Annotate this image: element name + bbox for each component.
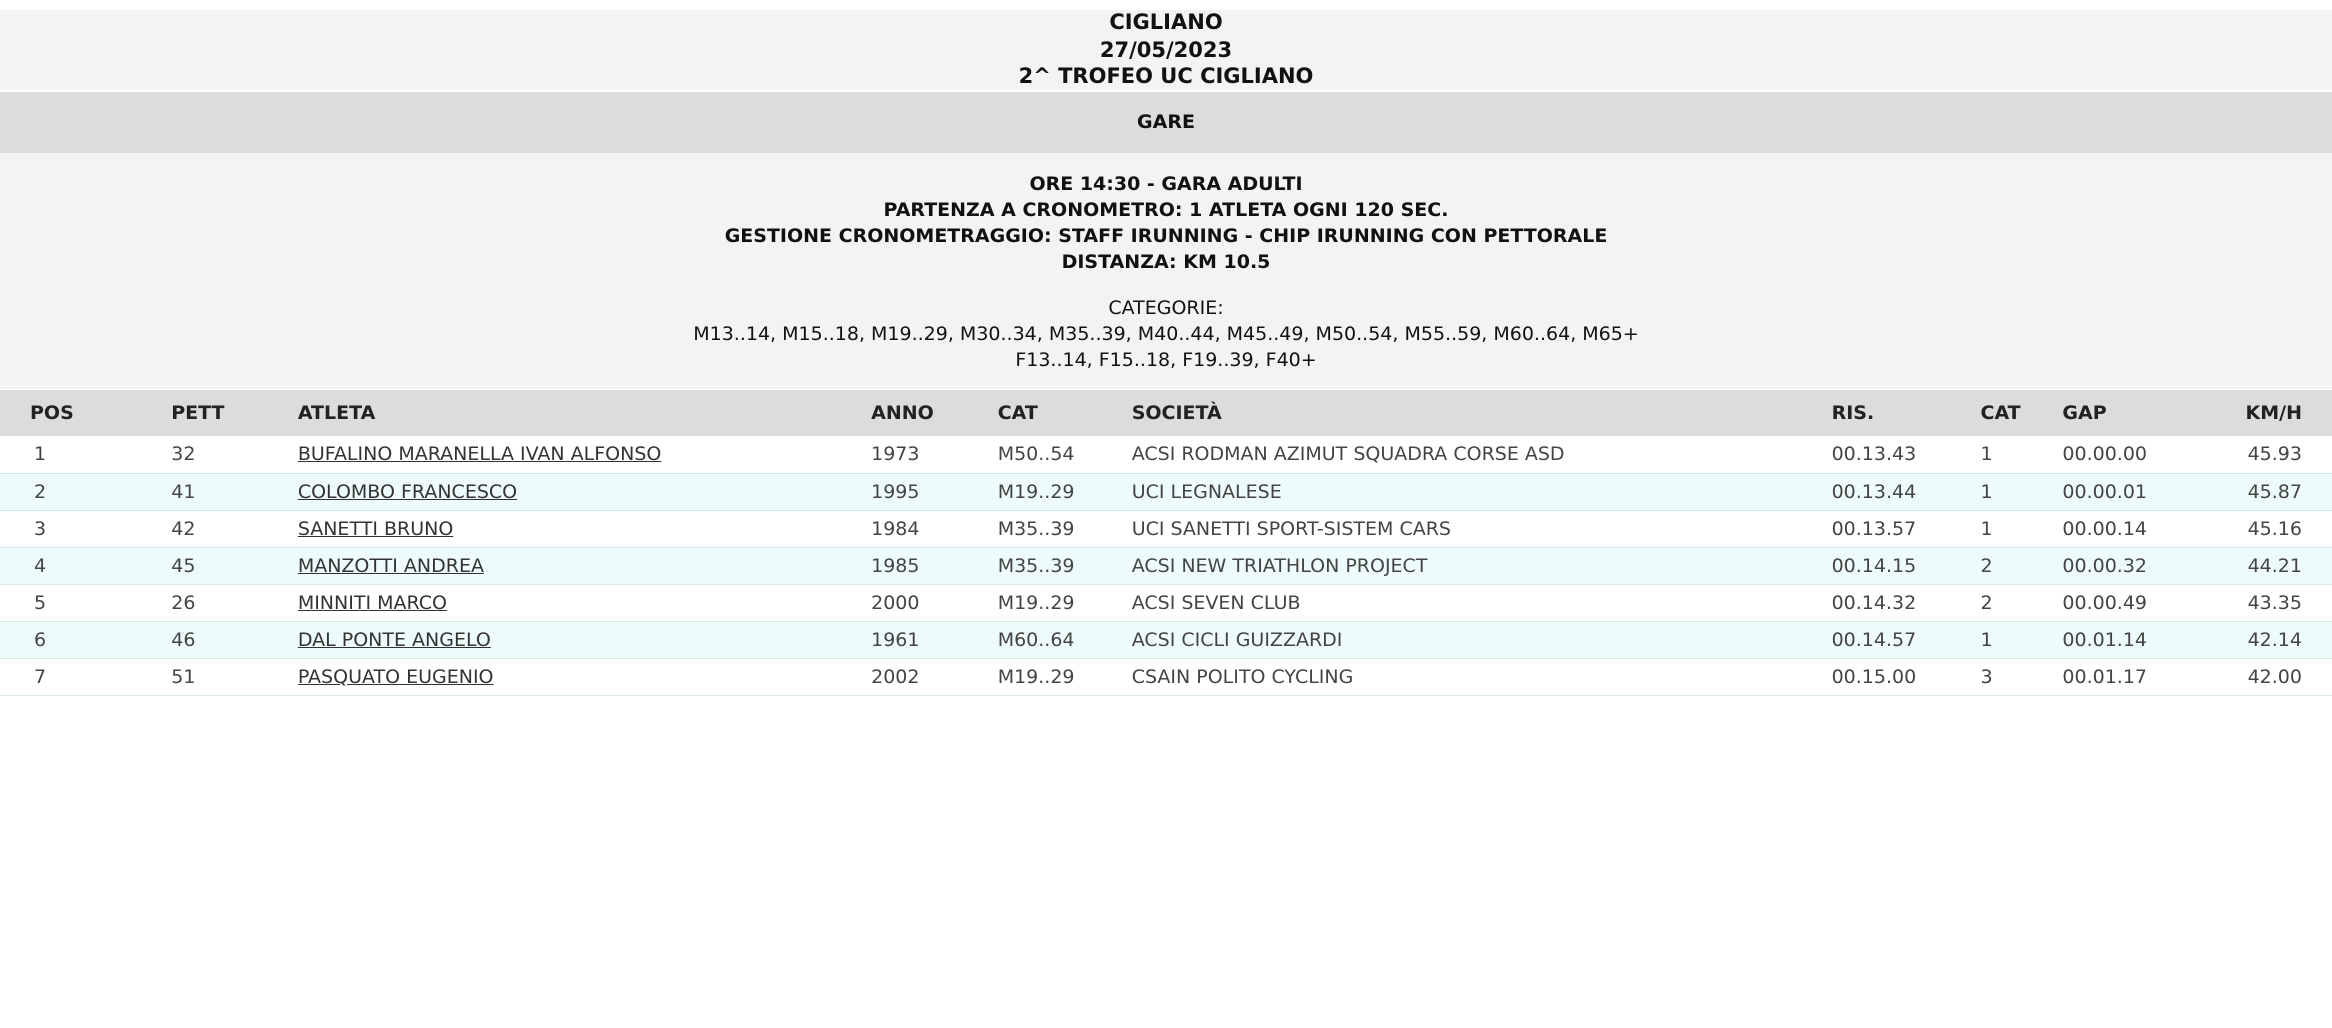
cell-pett: 45 bbox=[171, 547, 298, 584]
cell-cat-rank: 1 bbox=[1981, 473, 2063, 510]
col-header-cat-rank[interactable]: CAT bbox=[1981, 390, 2063, 436]
cell-kmh: 42.14 bbox=[2204, 621, 2332, 658]
cell-kmh: 45.93 bbox=[2204, 436, 2332, 473]
cell-anno: 2000 bbox=[871, 584, 998, 621]
col-header-pos[interactable]: POS bbox=[0, 390, 171, 436]
cell-ris: 00.13.44 bbox=[1832, 473, 1981, 510]
categories-male: M13..14, M15..18, M19..29, M30..34, M35..39, M40..44, M45..49, M50..54, M55..59, M60..64, M65+ bbox=[693, 323, 1639, 345]
cell-gap: 00.00.14 bbox=[2062, 510, 2203, 547]
cell-ris: 00.13.43 bbox=[1832, 436, 1981, 473]
table-row bbox=[0, 473, 2332, 510]
cell-anno: 2002 bbox=[871, 658, 998, 695]
cell-gap: 00.00.49 bbox=[2062, 584, 2203, 621]
cell-societa: UCI LEGNALESE bbox=[1132, 473, 1832, 510]
athlete-link[interactable]: MINNITI MARCO bbox=[297, 591, 447, 614]
cell-gap: 00.00.32 bbox=[2062, 547, 2203, 584]
cell-pett: 42 bbox=[171, 510, 298, 547]
cell-cat: M19..29 bbox=[998, 584, 1132, 621]
cell-pos: 6 bbox=[0, 621, 171, 658]
cell-gap: 00.01.17 bbox=[2062, 658, 2203, 695]
cell-pett: 51 bbox=[171, 658, 298, 695]
cell-pos: 4 bbox=[0, 547, 171, 584]
cell-anno: 1985 bbox=[871, 547, 998, 584]
cell-societa: ACSI NEW TRIATHLON PROJECT bbox=[1132, 547, 1832, 584]
cell-kmh: 43.35 bbox=[2204, 584, 2332, 621]
table-row bbox=[0, 436, 2332, 473]
cell-cat-rank: 2 bbox=[1981, 584, 2063, 621]
athlete-link[interactable]: COLOMBO FRANCESCO bbox=[297, 480, 518, 503]
cell-societa: UCI SANETTI SPORT-SISTEM CARS bbox=[1132, 510, 1832, 547]
cell-anno: 1973 bbox=[871, 436, 998, 473]
col-header-pett[interactable]: PETT bbox=[171, 390, 298, 436]
athlete-link[interactable]: MANZOTTI ANDREA bbox=[297, 554, 484, 577]
event-header bbox=[0, 10, 2332, 90]
cell-atleta bbox=[298, 584, 871, 621]
categories-title: CATEGORIE: bbox=[1108, 297, 1224, 319]
cell-kmh: 42.00 bbox=[2204, 658, 2332, 695]
event-date: 27/05/2023 bbox=[1099, 38, 1233, 62]
cell-anno: 1984 bbox=[871, 510, 998, 547]
athlete-link[interactable]: DAL PONTE ANGELO bbox=[297, 628, 491, 651]
col-header-gap[interactable]: GAP bbox=[2062, 390, 2203, 436]
cell-pos: 2 bbox=[0, 473, 171, 510]
cell-cat: M35..39 bbox=[998, 547, 1132, 584]
cell-cat: M19..29 bbox=[998, 658, 1132, 695]
results-table bbox=[0, 390, 2332, 696]
cell-societa: ACSI SEVEN CLUB bbox=[1132, 584, 1832, 621]
cell-ris: 00.14.57 bbox=[1832, 621, 1981, 658]
race-info bbox=[0, 153, 2332, 389]
cell-cat: M60..64 bbox=[998, 621, 1132, 658]
cell-ris: 00.14.32 bbox=[1832, 584, 1981, 621]
cell-pett: 41 bbox=[171, 473, 298, 510]
categories-female: F13..14, F15..18, F19..39, F40+ bbox=[1015, 349, 1317, 371]
cell-pos: 7 bbox=[0, 658, 171, 695]
cell-anno: 1961 bbox=[871, 621, 998, 658]
cell-cat-rank: 1 bbox=[1981, 436, 2063, 473]
cell-anno: 1995 bbox=[871, 473, 998, 510]
cell-atleta bbox=[298, 510, 871, 547]
cell-cat-rank: 1 bbox=[1981, 510, 2063, 547]
table-row bbox=[0, 584, 2332, 621]
cell-gap: 00.00.00 bbox=[2062, 436, 2203, 473]
cell-kmh: 45.16 bbox=[2204, 510, 2332, 547]
cell-atleta bbox=[298, 436, 871, 473]
cell-ris: 00.14.15 bbox=[1832, 547, 1981, 584]
table-row bbox=[0, 547, 2332, 584]
race-distance-line: DISTANZA: KM 10.5 bbox=[1061, 251, 1271, 273]
race-time-line: ORE 14:30 - GARA ADULTI bbox=[1029, 173, 1303, 195]
cell-pos: 5 bbox=[0, 584, 171, 621]
athlete-link[interactable]: SANETTI BRUNO bbox=[297, 517, 454, 540]
col-header-ris[interactable]: RIS. bbox=[1832, 390, 1981, 436]
cell-societa: ACSI RODMAN AZIMUT SQUADRA CORSE ASD bbox=[1132, 436, 1832, 473]
table-header-row bbox=[0, 390, 2332, 436]
cell-pett: 32 bbox=[171, 436, 298, 473]
event-title: 2^ TROFEO UC CIGLIANO bbox=[1018, 64, 1314, 88]
col-header-societa[interactable]: SOCIETÀ bbox=[1132, 390, 1832, 436]
cell-pett: 46 bbox=[171, 621, 298, 658]
event-location: CIGLIANO bbox=[1109, 10, 1223, 34]
athlete-link[interactable]: BUFALINO MARANELLA IVAN ALFONSO bbox=[297, 443, 662, 466]
cell-pos: 3 bbox=[0, 510, 171, 547]
col-header-kmh[interactable]: KM/H bbox=[2204, 390, 2332, 436]
table-row bbox=[0, 658, 2332, 695]
cell-ris: 00.15.00 bbox=[1832, 658, 1981, 695]
race-start-line: PARTENZA A CRONOMETRO: 1 ATLETA OGNI 120 SEC. bbox=[883, 199, 1449, 221]
cell-pett: 26 bbox=[171, 584, 298, 621]
col-header-cat[interactable]: CAT bbox=[998, 390, 1132, 436]
cell-cat: M35..39 bbox=[998, 510, 1132, 547]
table-row bbox=[0, 621, 2332, 658]
col-header-anno[interactable]: ANNO bbox=[871, 390, 998, 436]
cell-pos: 1 bbox=[0, 436, 171, 473]
col-header-atleta[interactable]: ATLETA bbox=[298, 390, 871, 436]
cell-atleta bbox=[298, 547, 871, 584]
table-row bbox=[0, 510, 2332, 547]
cell-cat: M50..54 bbox=[998, 436, 1132, 473]
cell-cat-rank: 3 bbox=[1981, 658, 2063, 695]
cell-ris: 00.13.57 bbox=[1832, 510, 1981, 547]
athlete-link[interactable]: PASQUATO EUGENIO bbox=[297, 665, 494, 688]
cell-atleta bbox=[298, 658, 871, 695]
cell-gap: 00.00.01 bbox=[2062, 473, 2203, 510]
cell-cat: M19..29 bbox=[998, 473, 1132, 510]
cell-cat-rank: 2 bbox=[1981, 547, 2063, 584]
cell-atleta bbox=[298, 473, 871, 510]
cell-gap: 00.01.14 bbox=[2062, 621, 2203, 658]
section-title-gare: GARE bbox=[0, 92, 2332, 153]
cell-kmh: 45.87 bbox=[2204, 473, 2332, 510]
cell-societa: ACSI CICLI GUIZZARDI bbox=[1132, 621, 1832, 658]
cell-atleta bbox=[298, 621, 871, 658]
race-timing-line: GESTIONE CRONOMETRAGGIO: STAFF IRUNNING - CHIP IRUNNING CON PETTORALE bbox=[724, 225, 1608, 247]
cell-cat-rank: 1 bbox=[1981, 621, 2063, 658]
cell-societa: CSAIN POLITO CYCLING bbox=[1132, 658, 1832, 695]
cell-kmh: 44.21 bbox=[2204, 547, 2332, 584]
